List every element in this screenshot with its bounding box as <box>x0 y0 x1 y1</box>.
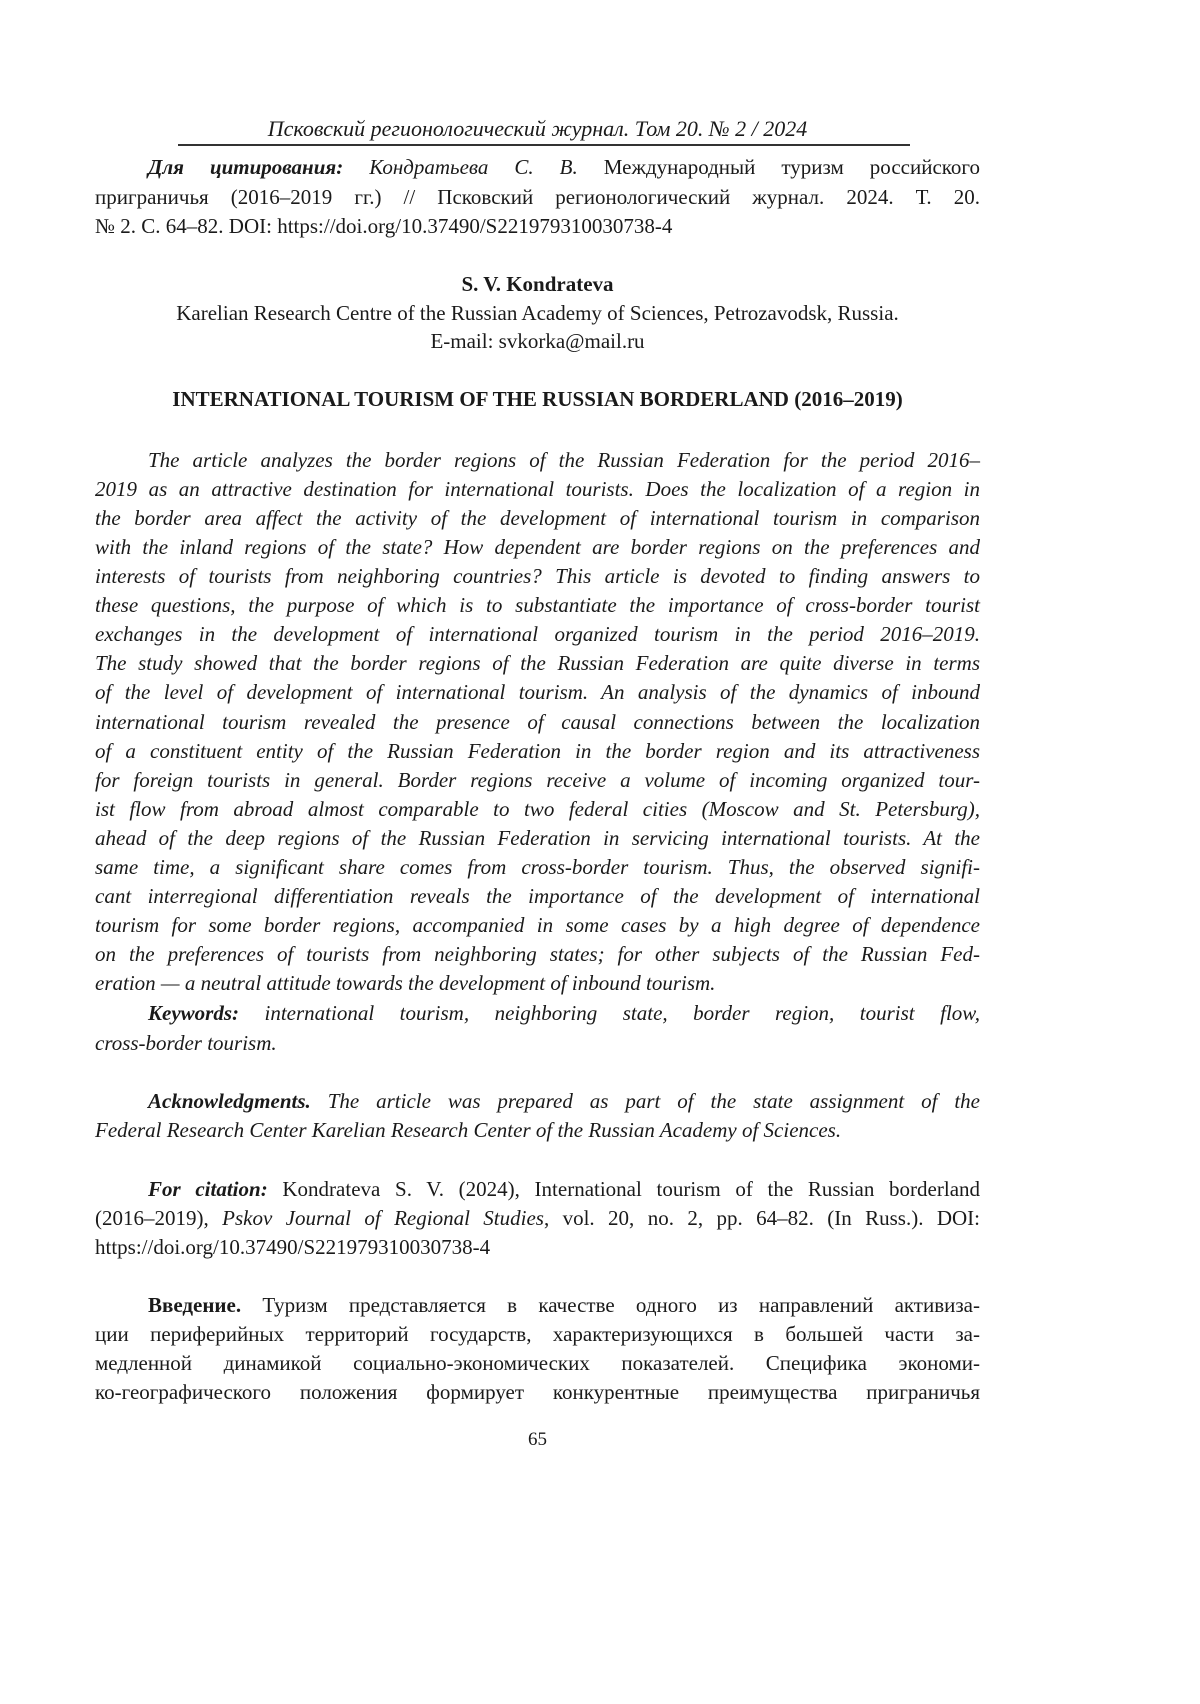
citation-en-text: Kondrateva S. V. (2024), International tourism of the Russian borderland <box>282 1177 980 1201</box>
citation-ru-author: Кондратьева С. В. <box>369 155 578 179</box>
abstract-line: same time, a significant share comes from cross-border tourism. Thus, the observed signifi- <box>95 853 980 882</box>
citation-en-line <box>95 1204 980 1233</box>
citation-en-line <box>148 1175 980 1204</box>
citation-ru-text: Международный туризм российского <box>604 155 980 179</box>
abstract-line: The study showed that the border regions of the Russian Federation are quite diverse in terms <box>95 649 980 678</box>
abstract-line: The article analyzes the border regions of the Russian Federation for the period 2016– <box>148 446 980 475</box>
abstract-line: tourism for some border regions, accompanied in some cases by a high degree of dependence <box>95 911 980 940</box>
citation-en-details: , vol. 20, no. 2, pp. 64–82. (In Russ.). DOI: <box>544 1206 980 1230</box>
citation-ru-line: № 2. С. 64–82. DOI: https://doi.org/10.37490/S221979310030738-4 <box>95 212 980 241</box>
header-rule <box>178 144 910 146</box>
abstract-line: the border area affect the activity of the development of international tourism in comparison <box>95 504 980 533</box>
document-page <box>0 0 1200 1704</box>
intro-lead: Введение. <box>148 1293 241 1317</box>
abstract-line: ahead of the deep regions of the Russian Federation in servicing international tourists. At the <box>95 824 980 853</box>
abstract-line: for foreign tourists in general. Border regions receive a volume of incoming organized tour- <box>95 766 980 795</box>
citation-en-years: (2016–2019), <box>95 1206 222 1230</box>
acknowledgments-line <box>148 1087 980 1116</box>
abstract-line: of a constituent entity of the Russian Federation in the border region and its attractiveness <box>95 737 980 766</box>
intro-line: медленной динамикой социально-экономических показателей. Специфика экономи- <box>95 1349 980 1378</box>
abstract-line: of the level of development of international tourism. An analysis of the dynamics of inbound <box>95 678 980 707</box>
intro-line: ции периферийных территорий государств, характеризующихся в большей части за- <box>95 1320 980 1349</box>
intro-text: Туризм представляется в качестве одного из направлений активиза- <box>262 1293 980 1317</box>
page-number: 65 <box>95 1425 980 1454</box>
intro-line <box>148 1291 980 1320</box>
abstract-line: with the inland regions of the state? How dependent are border regions on the preferences and <box>95 533 980 562</box>
abstract-line: eration — a neutral attitude towards the development of inbound tourism. <box>95 969 980 998</box>
citation-ru-lead: Для цитирования: <box>148 155 343 179</box>
abstract-line: interests of tourists from neighboring countries? This article is devoted to finding answers to <box>95 562 980 591</box>
author-name: S. V. Kondrateva <box>95 270 980 299</box>
intro-line: ко-географического положения формирует конкурентные преимущества приграничья <box>95 1378 980 1407</box>
keywords-line: cross-border tourism. <box>95 1029 980 1058</box>
article-title: INTERNATIONAL TOURISM OF THE RUSSIAN BORDERLAND (2016–2019) <box>95 385 980 414</box>
citation-en-lead: For citation: <box>148 1177 268 1201</box>
acknowledgments-line: Federal Research Center Karelian Research Center of the Russian Academy of Sciences. <box>95 1116 980 1145</box>
keywords-text: international tourism, neighboring state, border region, tourist flow, <box>265 1001 981 1025</box>
abstract-line: on the preferences of tourists from neighboring states; for other subjects of the Russian Fed- <box>95 940 980 969</box>
keywords-line <box>148 999 980 1028</box>
citation-en-journal: Pskov Journal of Regional Studies <box>222 1206 544 1230</box>
abstract-line: exchanges in the development of international organized tourism in the period 2016–2019. <box>95 620 980 649</box>
abstract-line: 2019 as an attractive destination for international tourists. Does the localization of a region in <box>95 475 980 504</box>
author-affiliation: Karelian Research Centre of the Russian Academy of Sciences, Petrozavodsk, Russia. <box>95 299 980 328</box>
acknowledgments-text: The article was prepared as part of the state assignment of the <box>328 1089 980 1113</box>
author-email: E-mail: svkorka@mail.ru <box>95 327 980 356</box>
citation-en-doi[interactable]: https://doi.org/10.37490/S221979310030738-4 <box>95 1233 980 1262</box>
abstract-line: ist flow from abroad almost comparable to two federal cities (Moscow and St. Petersburg), <box>95 795 980 824</box>
running-header: Псковский регионологический журнал. Том 20. № 2 / 2024 <box>95 114 980 143</box>
abstract-line: cant interregional differentiation reveals the importance of the development of international <box>95 882 980 911</box>
abstract-line: international tourism revealed the presence of causal connections between the localization <box>95 708 980 737</box>
citation-ru-line: приграничья (2016–2019 гг.) // Псковский регионологический журнал. 2024. Т. 20. <box>95 183 980 212</box>
keywords-lead: Keywords: <box>148 1001 239 1025</box>
abstract-line: these questions, the purpose of which is to substantiate the importance of cross-border tourist <box>95 591 980 620</box>
acknowledgments-lead: Acknowledgments. <box>148 1089 311 1113</box>
citation-ru-line <box>148 153 980 182</box>
